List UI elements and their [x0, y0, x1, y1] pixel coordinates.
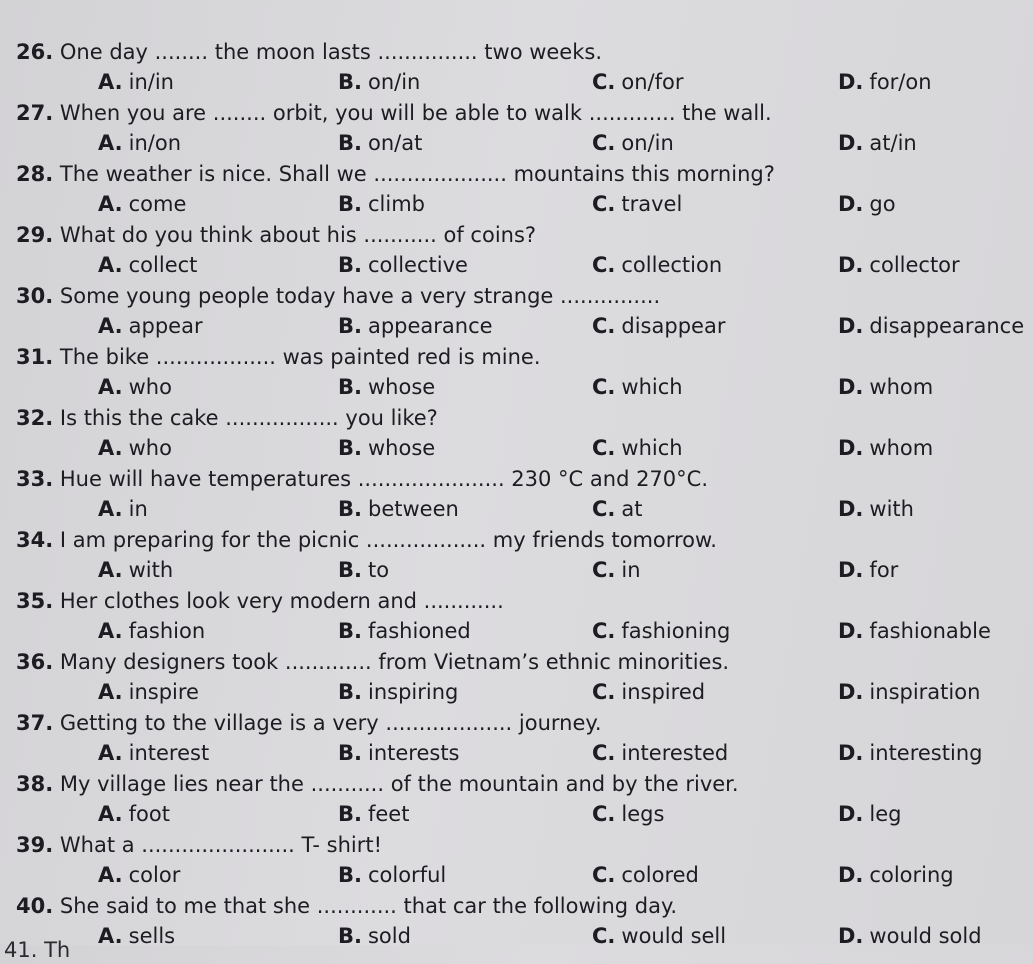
option-d	[838, 739, 982, 767]
option-letter: B.	[338, 802, 362, 826]
option-a	[98, 495, 148, 523]
option-letter: A.	[98, 375, 123, 399]
option-b	[338, 617, 471, 645]
option-text: in	[128, 497, 148, 521]
option-b	[338, 251, 468, 279]
option-letter: B.	[338, 131, 362, 155]
option-a	[98, 129, 181, 157]
option-letter: C.	[592, 863, 616, 887]
option-b	[338, 800, 409, 828]
option-text: with	[869, 497, 914, 521]
option-b	[338, 556, 389, 584]
answer-options	[0, 373, 1033, 403]
option-letter: D.	[838, 802, 864, 826]
option-letter: C.	[592, 70, 616, 94]
option-a	[98, 312, 203, 340]
option-text: fashionable	[869, 619, 991, 643]
option-text: on/for	[621, 70, 684, 94]
question-text: What do you think about his ........... of coins?	[59, 223, 537, 247]
option-letter: D.	[838, 924, 864, 948]
option-a	[98, 922, 175, 950]
option-letter: B.	[338, 558, 362, 582]
question-stem	[16, 526, 717, 554]
cut-off-line: 41. Th	[4, 938, 71, 962]
option-d	[838, 556, 898, 584]
option-letter: B.	[338, 680, 362, 704]
option-b	[338, 495, 459, 523]
option-a	[98, 190, 186, 218]
option-text: collector	[869, 253, 960, 277]
option-text: in/on	[128, 131, 182, 155]
answer-options	[0, 190, 1033, 220]
question-stem	[16, 282, 660, 310]
option-letter: D.	[838, 436, 864, 460]
option-text: colorful	[367, 863, 447, 887]
question-item	[0, 587, 1033, 649]
option-text: colored	[621, 863, 699, 887]
option-d	[838, 800, 902, 828]
option-a	[98, 739, 209, 767]
option-letter: C.	[592, 558, 616, 582]
question-stem	[16, 343, 541, 371]
question-number: 38.	[16, 772, 54, 796]
option-letter: D.	[838, 741, 864, 765]
option-text: leg	[869, 802, 902, 826]
option-letter: B.	[338, 497, 362, 521]
option-text: collective	[367, 253, 468, 277]
question-item	[0, 648, 1033, 710]
question-text: The weather is nice. Shall we .................... mountains this morning?	[59, 162, 775, 186]
question-number: 29.	[16, 223, 54, 247]
option-letter: B.	[338, 619, 362, 643]
answer-options	[0, 739, 1033, 769]
option-text: between	[367, 497, 459, 521]
option-letter: C.	[592, 741, 616, 765]
question-number: 26.	[16, 40, 54, 64]
option-text: on/in	[367, 70, 421, 94]
option-text: disappear	[621, 314, 726, 338]
option-letter: A.	[98, 253, 123, 277]
option-c	[592, 495, 643, 523]
answer-options	[0, 678, 1033, 708]
question-text: Getting to the village is a very ................... journey.	[59, 711, 602, 735]
option-a	[98, 373, 172, 401]
option-b	[338, 68, 420, 96]
option-letter: D.	[838, 314, 864, 338]
option-letter: A.	[98, 924, 123, 948]
answer-options	[0, 68, 1033, 98]
option-letter: A.	[98, 558, 123, 582]
option-letter: A.	[98, 802, 123, 826]
question-item	[0, 465, 1033, 527]
question-number: 35.	[16, 589, 54, 613]
question-stem	[16, 465, 708, 493]
option-d	[838, 678, 980, 706]
option-d	[838, 922, 982, 950]
option-text: inspiring	[367, 680, 459, 704]
option-c	[592, 922, 726, 950]
option-text: color	[128, 863, 181, 887]
option-text: for	[869, 558, 899, 582]
question-item	[0, 526, 1033, 588]
option-text: appear	[128, 314, 203, 338]
option-b	[338, 922, 411, 950]
answer-options	[0, 251, 1033, 281]
option-text: who	[128, 375, 172, 399]
answer-options	[0, 434, 1033, 464]
option-text: inspire	[128, 680, 199, 704]
option-letter: B.	[338, 70, 362, 94]
option-text: which	[621, 436, 683, 460]
option-text: on/at	[367, 131, 423, 155]
option-text: feet	[367, 802, 410, 826]
option-c	[592, 739, 728, 767]
option-text: coloring	[869, 863, 954, 887]
question-item	[0, 38, 1033, 100]
question-number: 30.	[16, 284, 54, 308]
option-c	[592, 312, 725, 340]
option-a	[98, 251, 197, 279]
option-text: whose	[367, 375, 436, 399]
option-letter: C.	[592, 497, 616, 521]
option-letter: C.	[592, 192, 616, 216]
option-letter: B.	[338, 375, 362, 399]
question-text: I am preparing for the picnic .................. my friends tomorrow.	[59, 528, 717, 552]
option-letter: D.	[838, 863, 864, 887]
question-number: 27.	[16, 101, 54, 125]
option-letter: A.	[98, 436, 123, 460]
question-number: 28.	[16, 162, 54, 186]
option-text: at	[621, 497, 643, 521]
option-letter: A.	[98, 680, 123, 704]
option-text: would sold	[869, 924, 982, 948]
option-letter: C.	[592, 619, 616, 643]
option-d	[838, 68, 932, 96]
answer-options	[0, 495, 1033, 525]
option-text: come	[128, 192, 187, 216]
question-stem	[16, 404, 438, 432]
option-a	[98, 617, 205, 645]
option-a	[98, 556, 173, 584]
option-letter: D.	[838, 619, 864, 643]
option-text: interests	[367, 741, 460, 765]
question-number: 40.	[16, 894, 54, 918]
question-stem	[16, 709, 602, 737]
option-letter: C.	[592, 314, 616, 338]
option-c	[592, 434, 683, 462]
question-text: Some young people today have a very strange ...............	[59, 284, 661, 308]
answer-options	[0, 861, 1033, 891]
question-number: 32.	[16, 406, 54, 430]
option-text: legs	[621, 802, 665, 826]
option-c	[592, 129, 674, 157]
option-letter: A.	[98, 863, 123, 887]
option-a	[98, 68, 174, 96]
option-letter: B.	[338, 253, 362, 277]
question-item	[0, 343, 1033, 405]
option-c	[592, 251, 722, 279]
question-stem	[16, 831, 382, 859]
option-text: fashioning	[621, 619, 731, 643]
option-d	[838, 495, 914, 523]
option-text: go	[869, 192, 896, 216]
option-text: sells	[128, 924, 176, 948]
question-number: 34.	[16, 528, 54, 552]
question-stem	[16, 160, 775, 188]
question-text: Is this the cake ................. you like?	[59, 406, 438, 430]
question-number: 36.	[16, 650, 54, 674]
question-item	[0, 282, 1033, 344]
question-number: 37.	[16, 711, 54, 735]
question-text: Her clothes look very modern and ............	[59, 589, 504, 613]
question-stem	[16, 587, 504, 615]
question-stem	[16, 892, 677, 920]
option-b	[338, 861, 446, 889]
option-letter: D.	[838, 680, 864, 704]
option-text: fashion	[128, 619, 206, 643]
option-text: with	[128, 558, 174, 582]
option-c	[592, 190, 682, 218]
question-number: 33.	[16, 467, 54, 491]
option-text: interest	[128, 741, 210, 765]
option-a	[98, 678, 199, 706]
option-letter: D.	[838, 131, 864, 155]
option-text: interested	[621, 741, 729, 765]
question-stem	[16, 648, 729, 676]
option-b	[338, 434, 435, 462]
option-text: whose	[367, 436, 436, 460]
option-letter: D.	[838, 253, 864, 277]
option-letter: C.	[592, 680, 616, 704]
option-text: to	[367, 558, 390, 582]
option-a	[98, 434, 172, 462]
option-text: in/in	[128, 70, 174, 94]
option-d	[838, 251, 960, 279]
option-letter: B.	[338, 436, 362, 460]
option-c	[592, 861, 699, 889]
option-text: appearance	[367, 314, 493, 338]
option-a	[98, 861, 180, 889]
option-text: which	[621, 375, 683, 399]
option-letter: A.	[98, 314, 123, 338]
question-item	[0, 831, 1033, 893]
option-letter: C.	[592, 924, 616, 948]
option-d	[838, 373, 933, 401]
option-b	[338, 373, 435, 401]
question-item	[0, 404, 1033, 466]
option-letter: C.	[592, 375, 616, 399]
option-letter: A.	[98, 70, 123, 94]
option-letter: A.	[98, 497, 123, 521]
option-text: at/in	[869, 131, 917, 155]
option-text: collection	[621, 253, 723, 277]
option-letter: D.	[838, 70, 864, 94]
option-text: disappearance	[869, 314, 1025, 338]
option-text: interesting	[869, 741, 983, 765]
option-letter: D.	[838, 558, 864, 582]
option-letter: C.	[592, 802, 616, 826]
option-text: foot	[128, 802, 170, 826]
option-b	[338, 739, 460, 767]
option-c	[592, 68, 684, 96]
option-b	[338, 190, 425, 218]
option-text: in	[621, 558, 641, 582]
option-d	[838, 861, 954, 889]
option-text: who	[128, 436, 172, 460]
option-text: inspired	[621, 680, 706, 704]
question-stem	[16, 770, 739, 798]
answer-options	[0, 617, 1033, 647]
option-text: inspiration	[869, 680, 981, 704]
option-a	[98, 800, 170, 828]
option-text: whom	[869, 436, 934, 460]
option-b	[338, 678, 458, 706]
option-d	[838, 190, 896, 218]
option-letter: B.	[338, 863, 362, 887]
option-letter: A.	[98, 192, 123, 216]
option-letter: C.	[592, 131, 616, 155]
option-letter: A.	[98, 741, 123, 765]
option-text: fashioned	[367, 619, 471, 643]
question-item	[0, 221, 1033, 283]
option-c	[592, 373, 683, 401]
answer-options	[0, 922, 1033, 952]
option-letter: A.	[98, 131, 123, 155]
option-letter: D.	[838, 497, 864, 521]
question-stem	[16, 38, 602, 66]
option-letter: D.	[838, 192, 864, 216]
option-d	[838, 129, 917, 157]
option-b	[338, 129, 422, 157]
option-letter: D.	[838, 375, 864, 399]
option-c	[592, 617, 730, 645]
option-letter: B.	[338, 924, 362, 948]
question-text: The bike .................. was painted red is mine.	[59, 345, 541, 369]
option-text: sold	[367, 924, 411, 948]
question-text: What a ....................... T- shirt!	[59, 833, 383, 857]
question-text: Many designers took ............. from Vietnam’s ethnic minorities.	[59, 650, 730, 674]
answer-options	[0, 800, 1033, 830]
question-stem	[16, 221, 536, 249]
question-item	[0, 709, 1033, 771]
question-text: One day ........ the moon lasts ............... two weeks.	[59, 40, 603, 64]
option-d	[838, 617, 991, 645]
option-text: travel	[621, 192, 683, 216]
option-text: would sell	[621, 924, 727, 948]
question-number: 31.	[16, 345, 54, 369]
question-text: She said to me that she ............ that car the following day.	[59, 894, 678, 918]
question-text: My village lies near the ........... of the mountain and by the river.	[59, 772, 739, 796]
question-stem	[16, 99, 772, 127]
question-item	[0, 99, 1033, 161]
option-letter: A.	[98, 619, 123, 643]
option-text: collect	[128, 253, 198, 277]
question-number: 39.	[16, 833, 54, 857]
option-text: on/in	[621, 131, 674, 155]
option-c	[592, 678, 705, 706]
question-item	[0, 770, 1033, 832]
option-letter: B.	[338, 741, 362, 765]
option-text: whom	[869, 375, 934, 399]
option-letter: C.	[592, 436, 616, 460]
option-d	[838, 312, 1024, 340]
answer-options	[0, 556, 1033, 586]
option-letter: B.	[338, 192, 362, 216]
option-b	[338, 312, 493, 340]
option-letter: B.	[338, 314, 362, 338]
question-text: Hue will have temperatures ...................... 230 °C and 270°C.	[59, 467, 708, 491]
answer-options	[0, 129, 1033, 159]
question-item	[0, 160, 1033, 222]
option-d	[838, 434, 933, 462]
option-c	[592, 800, 664, 828]
answer-options	[0, 312, 1033, 342]
question-text: When you are ........ orbit, you will be able to walk ............. the wall.	[59, 101, 772, 125]
option-text: climb	[367, 192, 425, 216]
option-text: for/on	[869, 70, 932, 94]
option-letter: C.	[592, 253, 616, 277]
option-c	[592, 556, 641, 584]
